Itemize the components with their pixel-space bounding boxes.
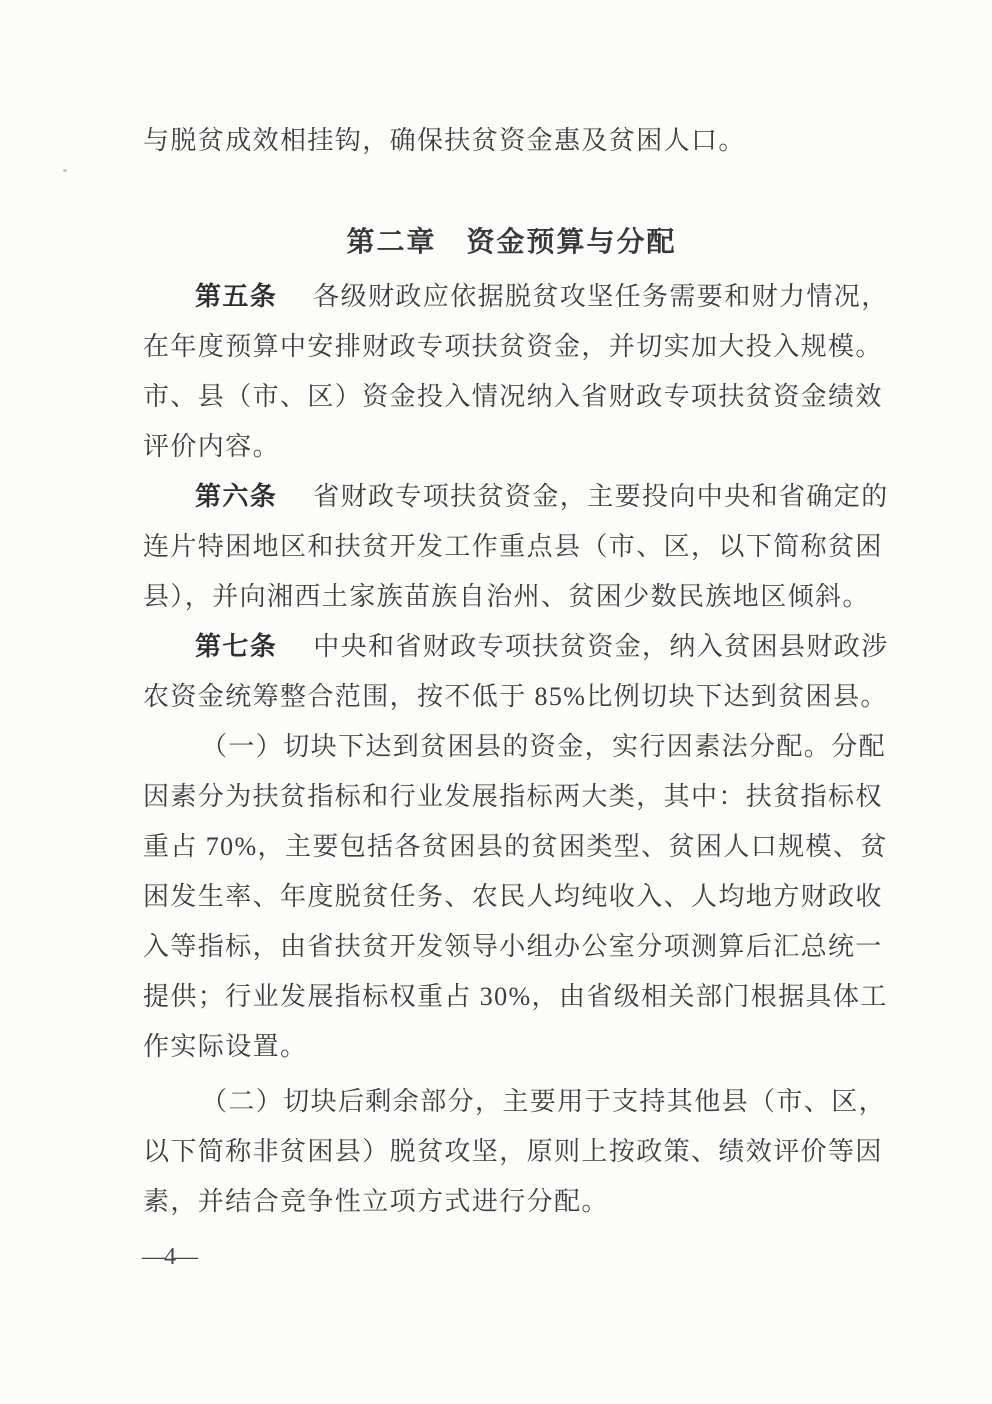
article-6-number: 第六条	[195, 482, 278, 511]
document-text-block	[143, 116, 889, 1227]
text-line: 素，并结合竞争性立项方式进行分配。	[143, 1187, 609, 1216]
text-line: 农资金统筹整合范围，按不低于 85%比例切块下达到贫困县。	[143, 682, 888, 711]
text-line: 作实际设置。	[143, 1032, 308, 1061]
text-line: 连片特困地区和扶贫开发工作重点县（市、区，以下简称贫困	[143, 532, 883, 561]
text-line: 重占 70%，主要包括各贫困县的贫困类型、贫困人口规模、贫	[143, 832, 888, 861]
article-7-number: 第七条	[195, 632, 278, 661]
article-6-text: 省财政专项扶贫资金，主要投向中央和省确定的	[313, 482, 889, 511]
article-7-text: 中央和省财政专项扶贫资金，纳入贫困县财政涉	[313, 632, 889, 661]
article-5-first-line	[143, 272, 889, 322]
chapter-heading: 第二章 资金预算与分配	[346, 227, 677, 258]
text-line: 在年度预算中安排财政专项扶贫资金，并切实加大投入规模。	[143, 332, 883, 361]
text-line: 县），并向湘西土家族苗族自治州、贫困少数民族地区倾斜。	[143, 582, 870, 611]
page-number: —4—	[142, 1244, 196, 1270]
text-line: 因素分为扶贫指标和行业发展指标两大类，其中：扶贫指标权	[143, 782, 883, 811]
article-5-text: 各级财政应依据脱贫攻坚任务需要和财力情况，	[313, 282, 889, 311]
text-line: 评价内容。	[143, 432, 281, 461]
continuation-line: 与脱贫成效相挂钩，确保扶贫资金惠及贫困人口。	[143, 126, 746, 155]
article-7-first-line	[143, 622, 889, 672]
scan-speck	[63, 169, 67, 172]
text-line: 提供；行业发展指标权重占 30%，由省级相关部门根据具体工	[143, 982, 888, 1011]
text-line: 以下简称非贫困县）脱贫攻坚，原则上按政策、绩效评价等因	[143, 1137, 883, 1166]
blank-line	[143, 166, 880, 218]
article-6-first-line	[143, 472, 889, 522]
item-1-first-line: （一）切块下达到贫困县的资金，实行因素法分配。分配	[201, 732, 887, 761]
text-line: 入等指标，由省扶贫开发领导小组办公室分项测算后汇总统一	[143, 932, 883, 961]
item-2-first-line: （二）切块后剩余部分，主要用于支持其他县（市、区，	[201, 1087, 887, 1116]
text-line: 困发生率、年度脱贫任务、农民人均纯收入、人均地方财政收	[143, 882, 883, 911]
text-line: 市、县（市、区）资金投入情况纳入省财政专项扶贫资金绩效	[143, 382, 883, 411]
article-5-number: 第五条	[195, 282, 278, 311]
